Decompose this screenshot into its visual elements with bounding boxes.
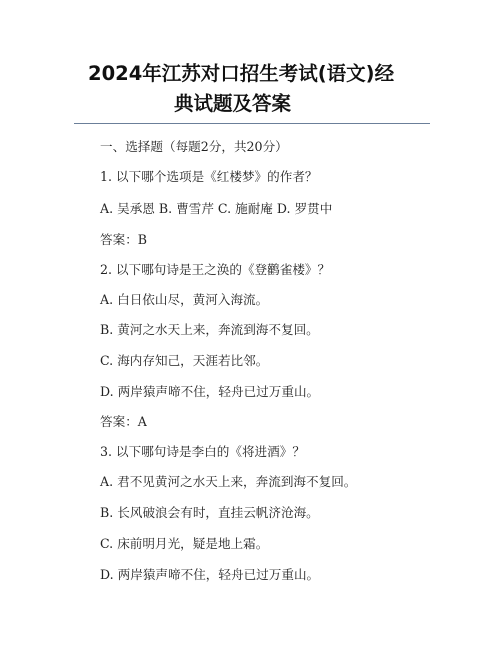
title-line-2: 典试题及答案 <box>174 92 292 115</box>
question-3-option-c: C. 床前明月光，疑是地上霜。 <box>100 536 269 551</box>
title-divider <box>74 123 430 124</box>
question-1: 1. 以下哪个选项是《红楼梦》的作者？ <box>100 169 318 184</box>
question-3: 3. 以下哪句诗是李白的《将进酒》？ <box>100 444 305 459</box>
answer-2: 答案：A <box>100 414 147 429</box>
document-title <box>88 59 418 119</box>
question-1-options: A. 吴承恩 B. 曹雪芹 C. 施耐庵 D. 罗贯中 <box>100 201 333 216</box>
question-3-option-a: A. 君不见黄河之水天上来，奔流到海不复回。 <box>100 474 357 489</box>
question-2: 2. 以下哪句诗是王之涣的《登鹳雀楼》？ <box>100 262 331 277</box>
answer-1: 答案：B <box>100 232 148 247</box>
question-2-option-d: D. 两岸猿声啼不住，轻舟已过万重山。 <box>100 384 320 399</box>
title-line-1: 2024年江苏对口招生考试(语文)经 <box>88 62 395 85</box>
question-2-option-b: B. 黄河之水天上来，奔流到海不复回。 <box>100 322 319 337</box>
question-3-option-b: B. 长风破浪会有时，直挂云帆济沧海。 <box>100 505 319 520</box>
question-2-option-a: A. 白日依山尽，黄河入海流。 <box>100 292 269 307</box>
question-2-option-c: C. 海内存知己，天涯若比邻。 <box>100 353 269 368</box>
question-3-option-d: D. 两岸猿声啼不住，轻舟已过万重山。 <box>100 567 320 582</box>
section-heading: 一、选择题（每题2分，共20分） <box>100 139 288 154</box>
